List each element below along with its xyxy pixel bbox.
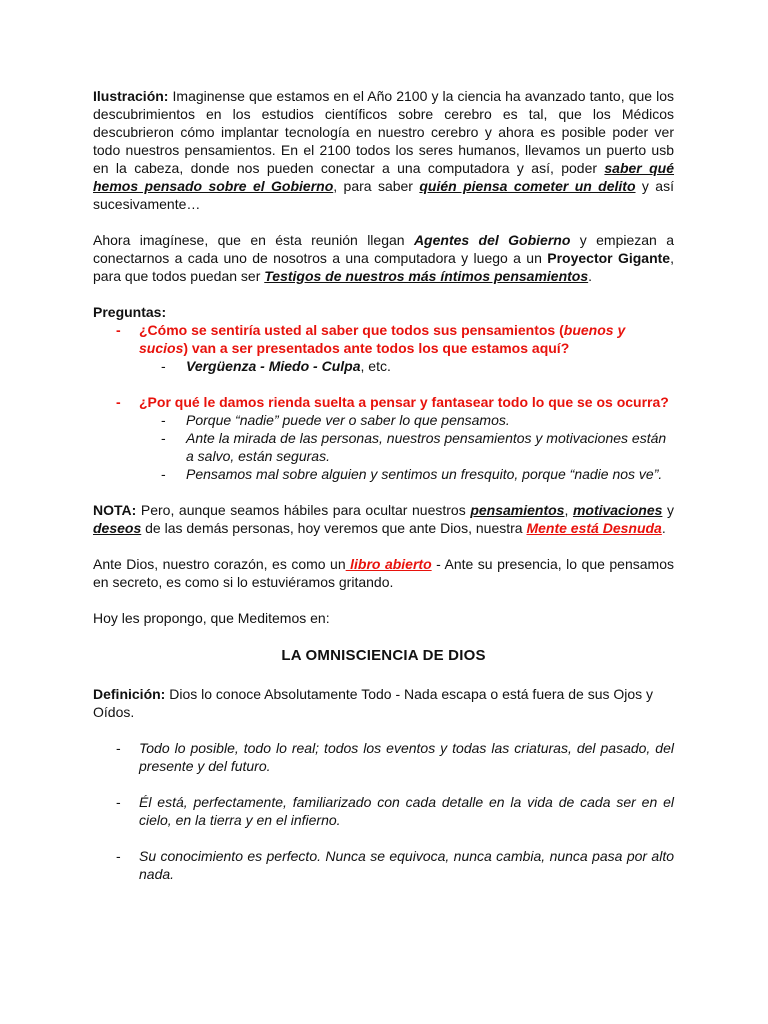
question-1-answer: - Vergüenza - Miedo - Culpa, etc.	[161, 358, 391, 374]
mente-desnuda-emphasis: Mente está Desnuda	[526, 520, 662, 536]
question-2: - ¿Por qué le damos rienda suelta a pensar y fantasear todo lo que se os ocurra?	[93, 393, 674, 411]
pensamientos-emphasis: pensamientos	[470, 502, 565, 518]
question-2-text: ¿Por qué le damos rienda suelta a pensar y fantasear todo lo que se os ocurra?	[139, 394, 669, 410]
libro-abierto-emphasis: libro abierto	[345, 556, 432, 572]
question-2-answer-2: - Ante la mirada de las personas, nuestros pensamientos y motivaciones están a salvo, están seguras.	[161, 430, 667, 464]
question-1-text: ¿Cómo se sentiría usted al saber que todos sus pensamientos (buenos y sucios) van a ser presentados ante todos los que estamos aquí?	[139, 322, 626, 356]
intro-text-2: , para saber	[333, 178, 420, 194]
bullet-item-3: - Su conocimiento es perfecto. Nunca se equivoca, nunca cambia, nunca pasa por alto nada.	[116, 848, 674, 882]
nota-label: NOTA:	[93, 502, 137, 518]
document-page	[93, 87, 674, 883]
definicion-paragraph: Definición: Dios lo conoce Absolutamente Todo - Nada escapa o está fuera de sus Ojos y Oídos.	[93, 686, 654, 720]
question-1-emphasis: buenos y sucios	[139, 322, 626, 356]
preguntas-heading: Preguntas:	[93, 304, 167, 320]
deseos-emphasis: deseos	[93, 520, 142, 536]
bullet-item-2: - Él está, perfectamente, familiarizado con cada detalle en la vida de cada ser en el cielo, en la tierra y en el infierno.	[116, 794, 674, 828]
agentes-text-4: .	[588, 268, 593, 284]
emotions-list: Vergüenza - Miedo - Culpa	[186, 358, 361, 374]
agentes-text-1: Ahora imagínese, que en ésta reunión llegan	[93, 232, 414, 248]
agentes-emphasis: Agentes del Gobierno	[413, 232, 571, 248]
question-1	[93, 321, 674, 357]
question-2-answer-1: - Porque “nadie” puede ver o saber lo que pensamos.	[161, 412, 510, 428]
definicion-label: Definición:	[93, 686, 166, 702]
question-2-answer-3: - Pensamos mal sobre alguien y sentimos un fresquito, porque “nadie nos ve”.	[161, 466, 663, 482]
libro-paragraph: Ante Dios, nuestro corazón, es como un libro abierto - Ante su presencia, lo que pensamos en secreto, es como si lo estuviéramos gritando.	[93, 556, 674, 590]
proyector-emphasis: Proyector Gigante	[547, 250, 671, 266]
question-1-dash: -	[116, 322, 121, 338]
intro-paragraph	[93, 87, 674, 213]
nota-paragraph: NOTA: Pero, aunque seamos hábiles para ocultar nuestros pensamientos, motivaciones y deseos de las demás personas, hoy veremos que ante Dios, nuestra Mente está Desnuda.	[93, 502, 675, 536]
section-title: LA OMNISCIENCIA DE DIOS	[281, 647, 486, 664]
intro-emphasis-gobierno: saber qué hemos pensado sobre el Gobierno	[93, 160, 675, 194]
agentes-text-3: , para que todos puedan ser	[93, 250, 674, 284]
intro-emphasis-delito: quién piensa cometer un delito	[419, 178, 636, 194]
testigos-emphasis: Testigos de nuestros más íntimos pensamientos	[264, 268, 589, 284]
intro-text-1: Imaginense que estamos en el Año 2100 y la ciencia ha avanzado tanto, que los descubrimientos en los estudios científicos sobre cerebro es tal, que los Médicos descubrieron cómo implantar tecnología en nuestro cerebro y ahora es posible poder ver todo nuestros pensamientos. En el 2100 todos los seres humanos, llevamos un puerto usb en la cabeza, donde nos pueden conectar a una computadora y así, poder	[93, 88, 674, 176]
intro-label: Ilustración:	[93, 88, 169, 104]
agentes-text-2: y empiezan a conectarnos a cada uno de nosotros a una computadora y luego a un	[93, 232, 674, 266]
motivaciones-emphasis: motivaciones	[572, 502, 663, 518]
propongo-paragraph: Hoy les propongo, que Meditemos en:	[93, 610, 330, 626]
agentes-paragraph	[93, 231, 674, 285]
bullet-item-1: - Todo lo posible, todo lo real; todos los eventos y todas las criaturas, del pasado, del presente y del futuro.	[116, 740, 674, 774]
intro-text-3: y así sucesivamente…	[93, 178, 674, 212]
